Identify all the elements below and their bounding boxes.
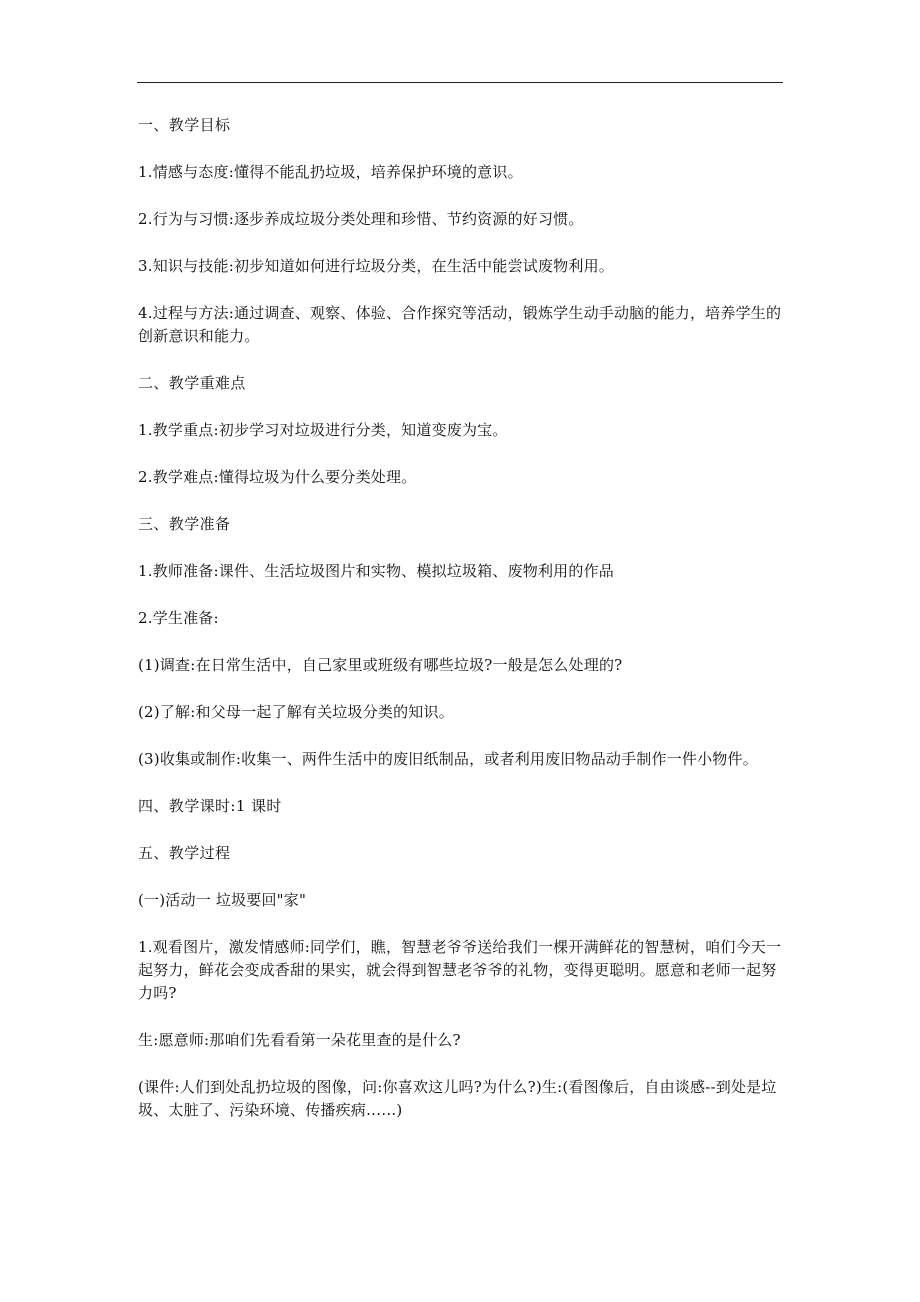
- paragraph-objective-3: 3.知识与技能:初步知道如何进行垃圾分类，在生活中能尝试废物利用。: [138, 257, 614, 275]
- paragraph-preparation-item-3: (3)收集或制作:收集一、两件生活中的废旧纸制品，或者利用废旧物品动手制作一件小物件。: [138, 750, 758, 768]
- document-body: [138, 114, 784, 1146]
- paragraph-preparation-item-2: (2)了解:和父母一起了解有关垃圾分类的知识。: [138, 703, 454, 721]
- paragraph-key-point-2: 2.教学难点:懂得垃圾为什么要分类处理。: [138, 468, 417, 486]
- paragraph-key-point-1: 1.教学重点:初步学习对垃圾进行分类，知道变废为宝。: [138, 421, 508, 439]
- paragraph-teacher-preparation: 1.教师准备:课件、生活垃圾图片和实物、模拟垃圾箱、废物利用的作品: [138, 562, 614, 580]
- paragraph-student-preparation: 2.学生准备:: [138, 609, 219, 627]
- section-heading-key-points: 二、教学重难点: [138, 374, 246, 392]
- section-heading-class-hours: 四、教学课时:1 课时: [138, 797, 282, 815]
- section-heading-process: 五、教学过程: [138, 844, 231, 862]
- section-heading-objectives: 一、教学目标: [138, 116, 231, 134]
- section-heading-preparation: 三、教学准备: [138, 515, 231, 533]
- paragraph-activity-1-step-1: 1.观看图片，激发情感师:同学们，瞧，智慧老爷爷送给我们一棵开满鲜花的智慧树，咱们今天一起努力，鲜花会变成香甜的果实，就会得到智慧老爷爷的礼物，变得更聪明。愿意和老师一起努力吗?: [138, 938, 782, 1002]
- paragraph-objective-2: 2.行为与习惯:逐步养成垃圾分类处理和珍惜、节约资源的好习惯。: [138, 210, 584, 228]
- paragraph-objective-1: 1.情感与态度:懂得不能乱扔垃圾，培养保护环境的意识。: [138, 163, 523, 181]
- paragraph-activity-1-title: (一)活动一 垃圾要回"家": [138, 891, 307, 909]
- paragraph-courseware-note: (课件:人们到处乱扔垃圾的图像，问:你喜欢这儿吗?为什么?)生:(看图像后，自由谈感--到处是垃圾、太脏了、污染环境、传播疾病……): [138, 1078, 777, 1119]
- paragraph-preparation-item-1: (1)调查:在日常生活中，自己家里或班级有哪些垃圾?一般是怎么处理的?: [138, 656, 623, 674]
- paragraph-objective-4: 4.过程与方法:通过调查、观察、体验、合作探究等活动，锻炼学生动手动脑的能力，培养学生的创新意识和能力。: [138, 304, 782, 345]
- header-rule: [137, 82, 783, 83]
- paragraph-student-response: 生:愿意师:那咱们先看看第一朵花里查的是什么?: [138, 1031, 461, 1049]
